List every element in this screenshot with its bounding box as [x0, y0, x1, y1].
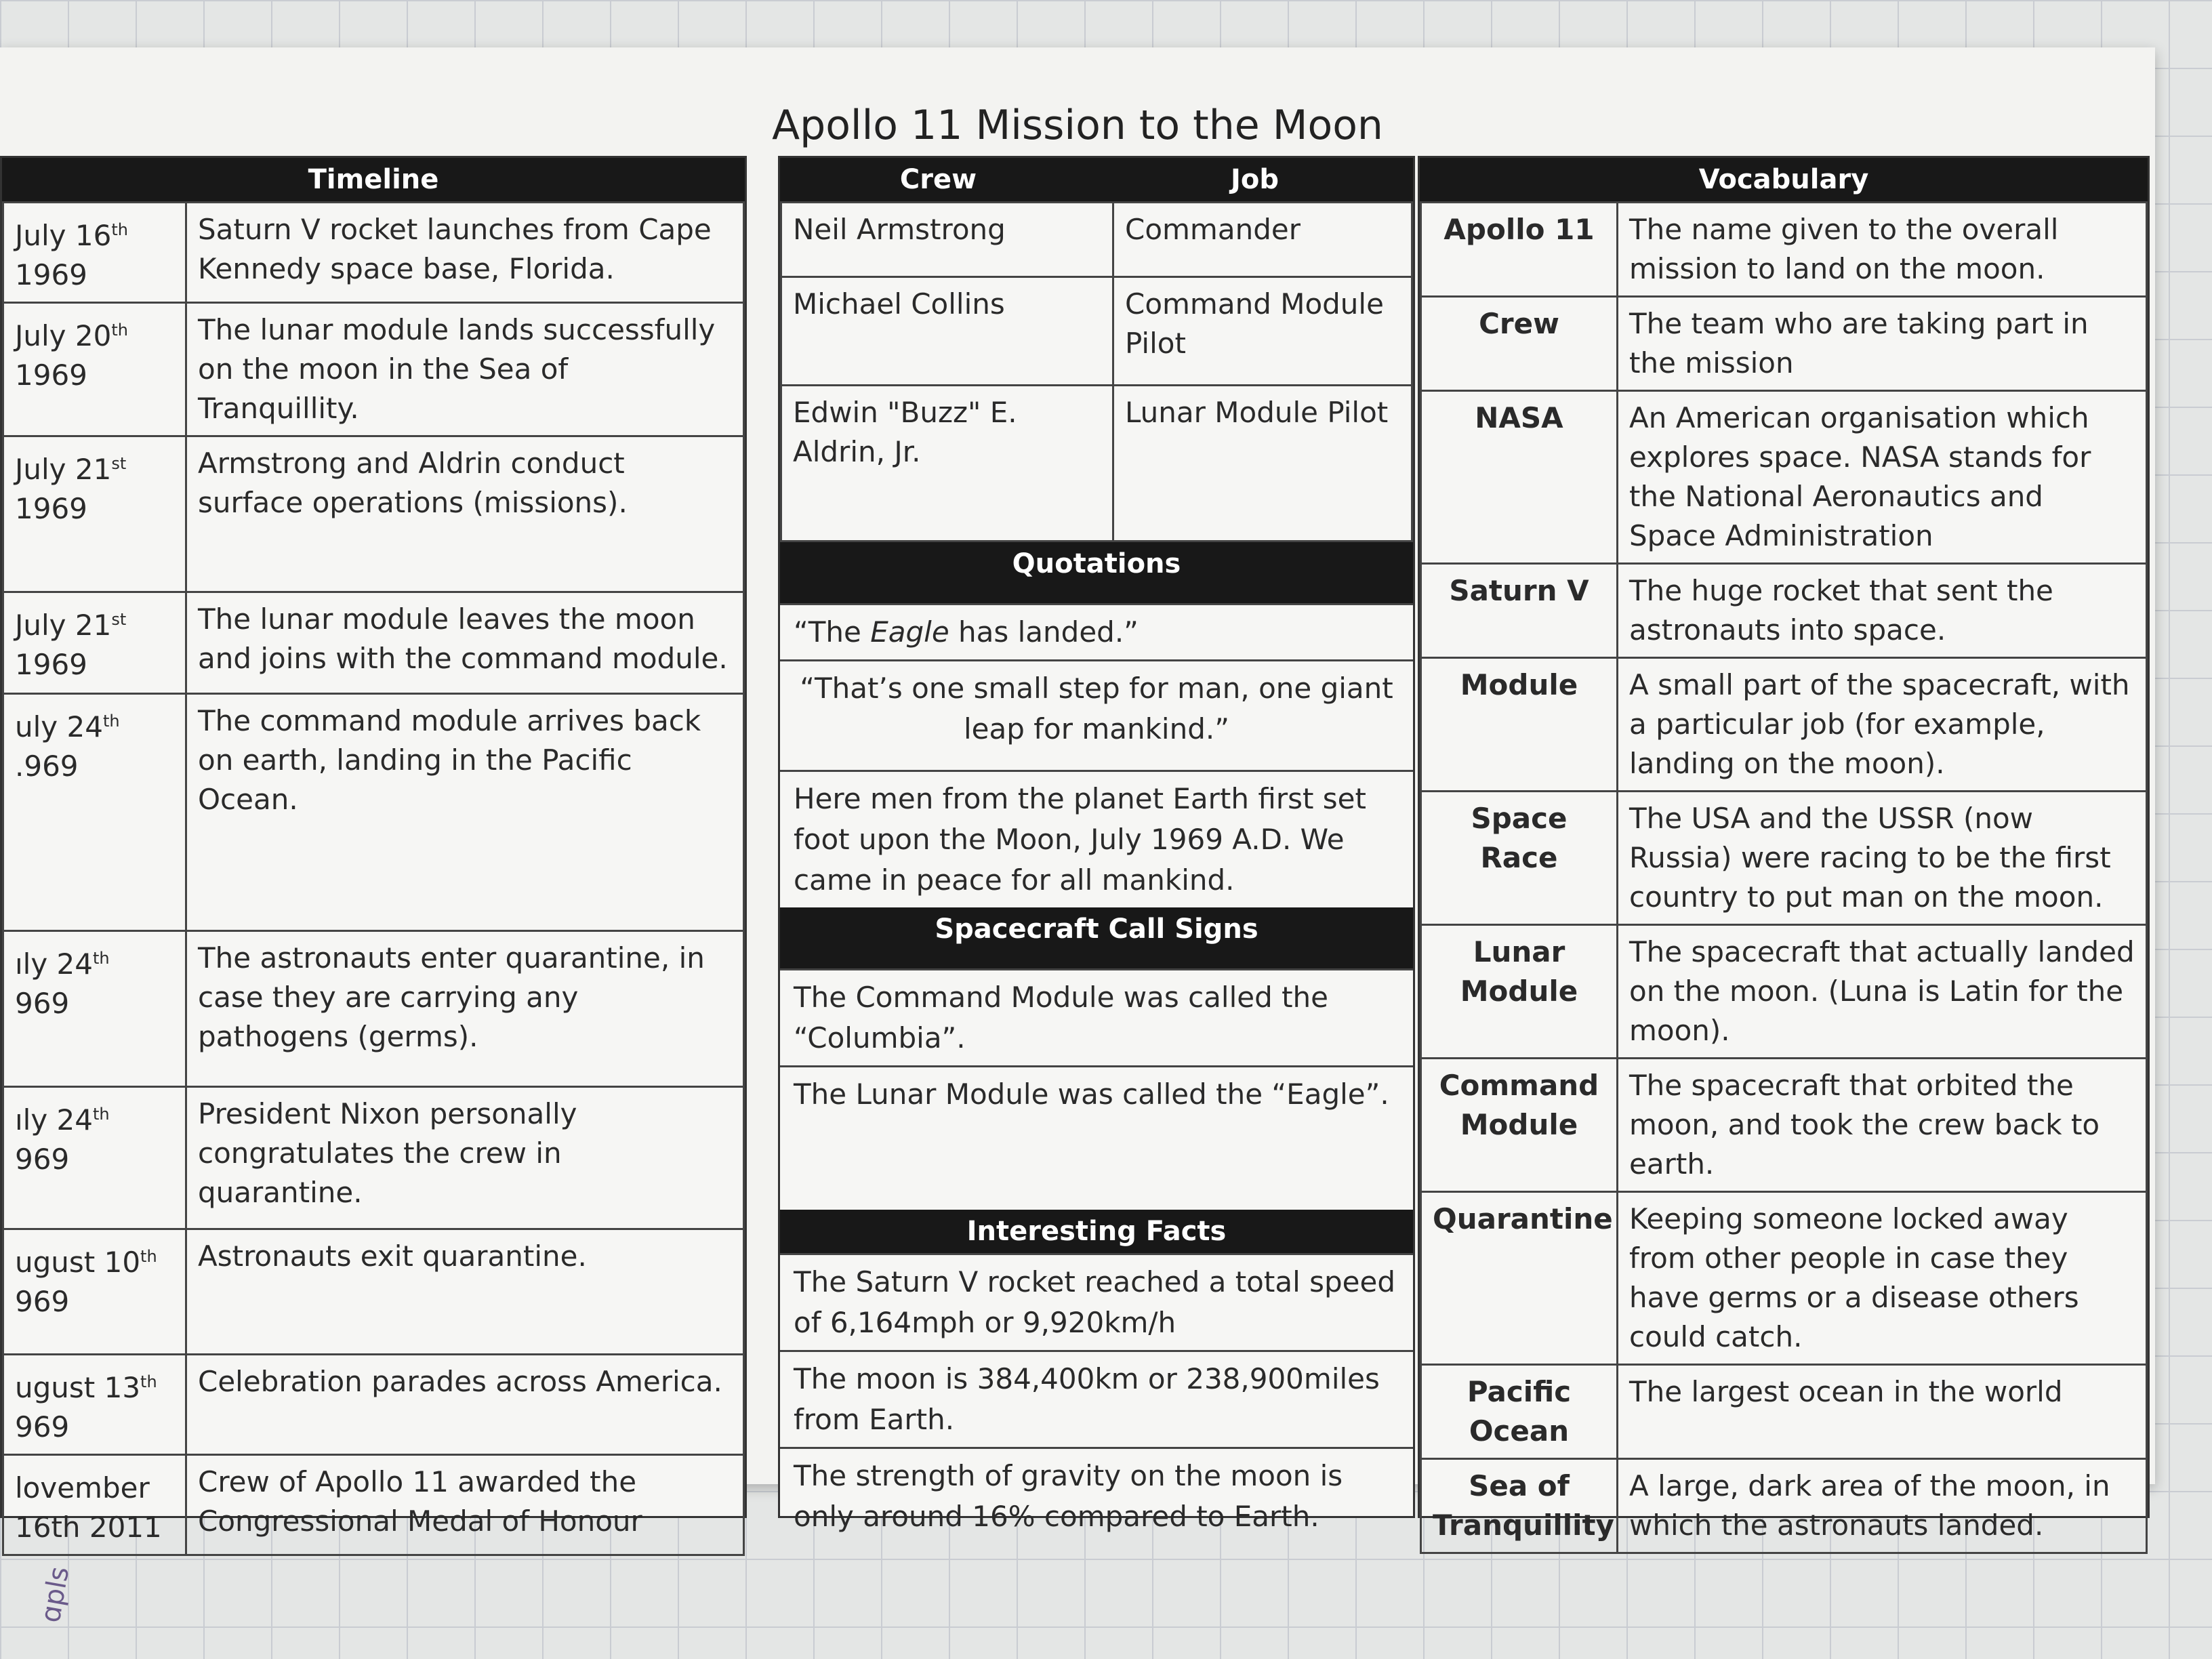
quote-small-step: “That’s one small step for man, one giant leap for mankind.” [780, 659, 1413, 770]
vocabulary-definition: The spacecraft that orbited the moon, and took the crew back to earth. [1618, 1059, 2147, 1192]
vocabulary-definition: The huge rocket that sent the astronauts into space. [1618, 564, 2147, 658]
timeline-date-suffix: th [111, 321, 128, 340]
timeline-row [3, 203, 744, 303]
timeline-row [3, 436, 744, 592]
vocabulary-term: Lunar Module [1421, 925, 1618, 1059]
vocabulary-row [1421, 203, 2147, 297]
vocabulary-header: Vocabulary [1420, 158, 2148, 201]
vocabulary-definition: The largest ocean in the world [1618, 1365, 2147, 1459]
timeline-date-year: 16th 2011 [15, 1511, 162, 1544]
call-sign-eagle: The Lunar Module was called the “Eagle”. [780, 1065, 1413, 1210]
timeline-event: The lunar module leaves the moon and joins with the command module. [186, 592, 744, 694]
fact-distance: The moon is 384,400km or 238,900miles from Earth. [780, 1350, 1413, 1447]
timeline-row [3, 1087, 744, 1229]
vocabulary-definition: Keeping someone locked away from other people in case they have germs or a disease others could catch. [1618, 1192, 2147, 1365]
crew-row [781, 277, 1412, 386]
timeline-date-day: ugust 10 [15, 1246, 141, 1279]
timeline-row [3, 303, 744, 436]
timeline-date-suffix: th [140, 1247, 157, 1266]
timeline-date-year: 1969 [15, 258, 87, 291]
call-sign-columbia: The Command Module was called the “Columbia”. [780, 968, 1413, 1065]
middle-column [778, 156, 1415, 1533]
timeline-header: Timeline [2, 158, 745, 201]
timeline-date-day: ugust 13 [15, 1371, 141, 1404]
timeline-date-year: 1969 [15, 492, 87, 525]
crew-job: Commander [1113, 203, 1412, 277]
timeline-date-suffix: st [111, 610, 127, 629]
timeline-event: President Nixon personally congratulates the crew in quarantine. [186, 1087, 744, 1229]
timeline-row [3, 694, 744, 931]
vocabulary-definition: The USA and the USSR (now Russia) were racing to be the first country to put man on the moon. [1618, 792, 2147, 925]
crew-job: Command Module Pilot [1113, 277, 1412, 386]
timeline-date-suffix: th [93, 949, 110, 968]
vocabulary-term: Pacific Ocean [1421, 1365, 1618, 1459]
timeline-date-day: ıly 24 [15, 1103, 93, 1136]
fact-speed: The Saturn V rocket reached a total speed of 6,164mph or 9,920km/h [780, 1253, 1413, 1350]
vocabulary-row [1421, 1459, 2147, 1553]
facts-header: Interesting Facts [780, 1210, 1413, 1253]
crew-header [780, 158, 1413, 201]
call-signs-header: Spacecraft Call Signs [780, 907, 1413, 968]
timeline-date-day: July 21 [15, 609, 112, 642]
vocabulary-definition: The spacecraft that actually landed on the moon. (Luna is Latin for the moon). [1618, 925, 2147, 1059]
vocabulary-term: Saturn V [1421, 564, 1618, 658]
timeline-date [3, 1355, 186, 1455]
vocabulary-row [1421, 391, 2147, 564]
timeline-date-day: July 16 [15, 219, 112, 252]
timeline-date [3, 592, 186, 694]
vocabulary-definition: An American organisation which explores space. NASA stands for the National Aeronautics and Space Administration [1618, 391, 2147, 564]
timeline-date-suffix: th [93, 1105, 110, 1124]
timeline-date-day: ıly 24 [15, 947, 93, 981]
vocabulary-definition: A large, dark area of the moon, in which the astronauts landed. [1618, 1459, 2147, 1553]
timeline-date-year: 1969 [15, 359, 87, 392]
timeline-event: The astronauts enter quarantine, in case they are carrying any pathogens (germs). [186, 931, 744, 1087]
timeline-date-year: 969 [15, 1410, 70, 1443]
timeline-date-day: July 20 [15, 319, 112, 352]
timeline-date [3, 694, 186, 931]
handwritten-margin-mark: ɑpls [35, 1564, 76, 1625]
timeline-row [3, 1355, 744, 1455]
vocabulary-row [1421, 658, 2147, 792]
crew-header-label: Crew [899, 164, 977, 195]
timeline-event: Saturn V rocket launches from Cape Kennedy space base, Florida. [186, 203, 744, 303]
timeline-event: The command module arrives back on earth, landing in the Pacific Ocean. [186, 694, 744, 931]
quote-eagle-em: Eagle [870, 615, 949, 649]
timeline-row [3, 1455, 744, 1555]
vocabulary-row [1421, 1365, 2147, 1459]
vocabulary-row [1421, 297, 2147, 391]
crew-row [781, 203, 1412, 277]
timeline-event: The lunar module lands successfully on the moon in the Sea of Tranquillity. [186, 303, 744, 436]
crew-row [781, 386, 1412, 541]
quote-plaque: Here men from the planet Earth first set foot upon the Moon, July 1969 A.D. We came in peace for all mankind. [780, 770, 1413, 907]
fact-gravity: The strength of gravity on the moon is only around 16% compared to Earth. [780, 1447, 1413, 1544]
vocabulary-term: Space Race [1421, 792, 1618, 925]
timeline-table [2, 201, 745, 1556]
vocabulary-term: Apollo 11 [1421, 203, 1618, 297]
vocabulary-row [1421, 564, 2147, 658]
timeline-date [3, 1229, 186, 1355]
vocabulary-column [1418, 156, 2150, 1542]
vocabulary-term: Crew [1421, 297, 1618, 391]
quote-eagle-pre: “The [794, 615, 871, 649]
knowledge-organiser-sheet [0, 47, 2155, 1544]
timeline-column [0, 156, 747, 1544]
timeline-date [3, 931, 186, 1087]
timeline-date [3, 436, 186, 592]
vocabulary-table [1420, 201, 2148, 1554]
page-title: Apollo 11 Mission to the Moon [772, 102, 1383, 149]
vocabulary-term: NASA [1421, 391, 1618, 564]
timeline-date-suffix: th [140, 1372, 157, 1391]
vocabulary-row [1421, 1059, 2147, 1192]
timeline-date-year: 1969 [15, 648, 87, 681]
quote-eagle-post: has landed.” [949, 615, 1139, 649]
vocabulary-definition: The name given to the overall mission to land on the moon. [1618, 203, 2147, 297]
timeline-date-year: .969 [15, 750, 79, 783]
timeline-date-suffix: st [111, 454, 127, 473]
quote-eagle [780, 603, 1413, 659]
timeline-date-day: uly 24 [15, 710, 103, 743]
vocabulary-term: Quarantine [1421, 1192, 1618, 1365]
timeline-event: Astronauts exit quarantine. [186, 1229, 744, 1355]
vocabulary-term: Command Module [1421, 1059, 1618, 1192]
vocabulary-term: Module [1421, 658, 1618, 792]
timeline-row [3, 931, 744, 1087]
timeline-date-day: July 21 [15, 453, 112, 486]
timeline-date [3, 1455, 186, 1555]
vocabulary-row [1421, 792, 2147, 925]
timeline-date-suffix: th [111, 220, 128, 239]
timeline-date-year: 969 [15, 1285, 70, 1318]
timeline-row [3, 592, 744, 694]
timeline-date [3, 1087, 186, 1229]
crew-name: Edwin "Buzz" E. Aldrin, Jr. [781, 386, 1113, 541]
crew-table [780, 201, 1413, 542]
crew-job: Lunar Module Pilot [1113, 386, 1412, 541]
timeline-date-year: 969 [15, 987, 70, 1020]
timeline-date-suffix: th [102, 712, 120, 731]
timeline-date [3, 303, 186, 436]
quotations-header: Quotations [780, 542, 1413, 603]
timeline-date [3, 203, 186, 303]
timeline-event: Crew of Apollo 11 awarded the Congressional Medal of Honour [186, 1455, 744, 1555]
job-header-label: Job [1231, 164, 1279, 195]
timeline-event: Armstrong and Aldrin conduct surface operations (missions). [186, 436, 744, 592]
vocabulary-row [1421, 1192, 2147, 1365]
timeline-date-year: 969 [15, 1143, 70, 1176]
timeline-event: Celebration parades across America. [186, 1355, 744, 1455]
vocabulary-row [1421, 925, 2147, 1059]
vocabulary-definition: The team who are taking part in the mission [1618, 297, 2147, 391]
timeline-date-day: lovember [15, 1471, 150, 1504]
crew-name: Michael Collins [781, 277, 1113, 386]
timeline-row [3, 1229, 744, 1355]
vocabulary-term: Sea of Tranquillity [1421, 1459, 1618, 1553]
vocabulary-definition: A small part of the spacecraft, with a particular job (for example, landing on the moon). [1618, 658, 2147, 792]
crew-name: Neil Armstrong [781, 203, 1113, 277]
